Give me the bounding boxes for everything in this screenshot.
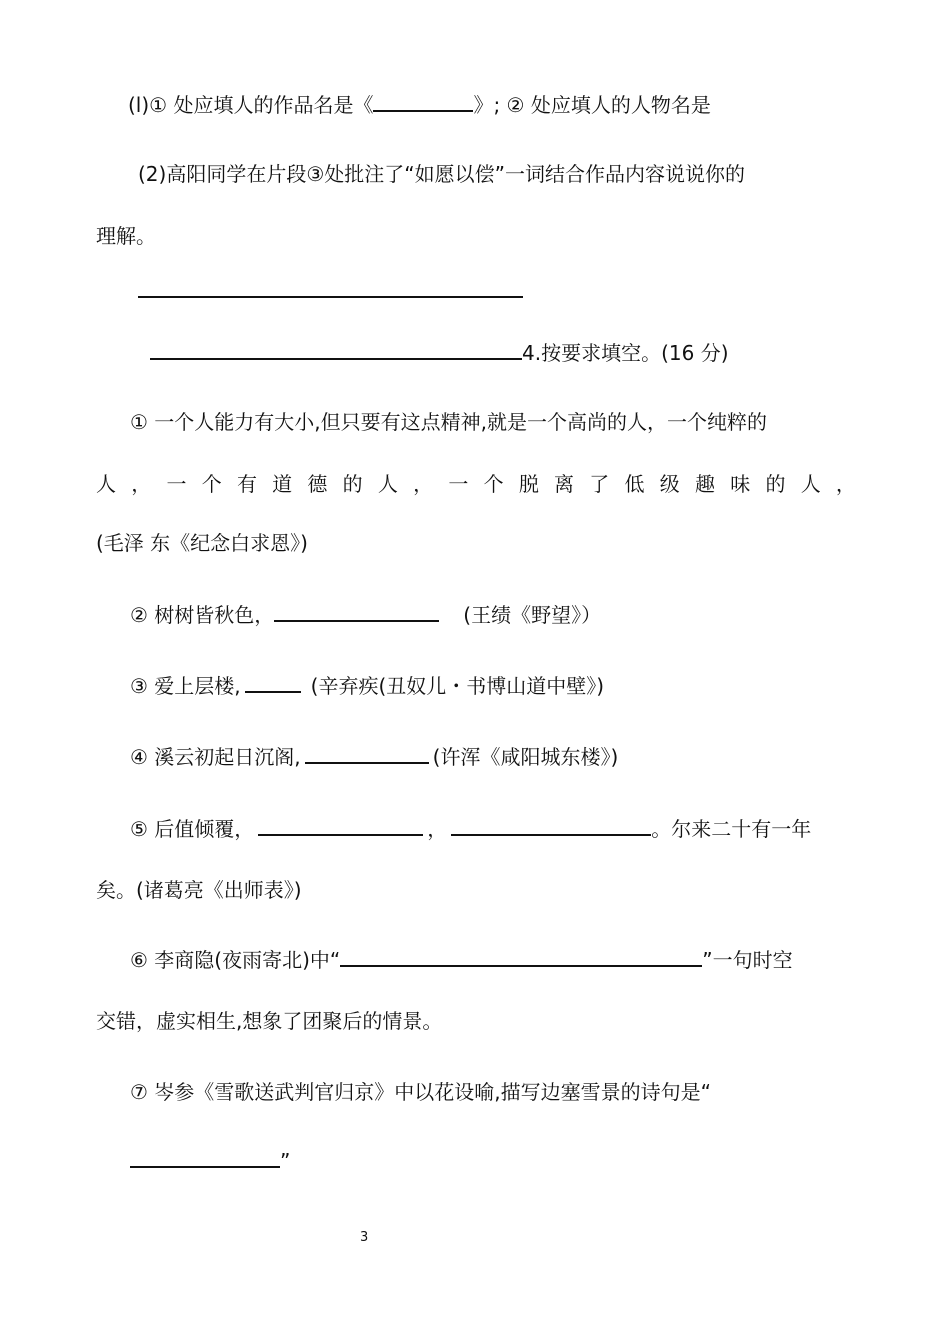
char: 人 xyxy=(377,472,398,496)
q4-heading-line xyxy=(150,338,729,367)
char: 个 xyxy=(483,472,504,496)
char: ， xyxy=(131,472,152,496)
q4-item7-line1: ⑦ 岑参《雪歌送武判官归京》中以花设喻,描写边塞雪景的诗句是“ xyxy=(130,1080,712,1104)
char: 人 xyxy=(96,472,116,496)
char: 德 xyxy=(307,472,328,496)
q3-answer-rule-2[interactable] xyxy=(150,338,522,360)
q4-item6-line2: 交错，虚实相生,想象了团聚后的情景。 xyxy=(96,1009,443,1033)
char: 一 xyxy=(448,472,469,496)
q4-item7-line2 xyxy=(130,1146,290,1175)
q4-item6-tail: ”一句时空 xyxy=(702,948,793,972)
page-number: 3 xyxy=(360,1230,369,1245)
char: 的 xyxy=(342,472,363,496)
q4-item3-line xyxy=(130,671,604,700)
q3-sub1-work-blank[interactable] xyxy=(373,90,473,112)
q4-item6-text: ⑥ 李商隐(夜雨寄北)中“ xyxy=(130,948,341,972)
q4-item6-line1 xyxy=(130,945,793,974)
q4-item2-blank[interactable] xyxy=(274,600,439,622)
q4-item5-blank-2[interactable] xyxy=(451,814,651,836)
char: 趣 xyxy=(694,472,715,496)
char: 有 xyxy=(236,472,257,496)
q4-item7-end-quote: ” xyxy=(280,1149,291,1173)
char: 味 xyxy=(730,472,751,496)
q4-item2-text: ② 树树皆秋色， xyxy=(130,603,275,627)
q4-item2-line xyxy=(130,600,601,629)
q4-item5-blank-1[interactable] xyxy=(258,814,423,836)
char: 低 xyxy=(624,472,645,496)
q3-answer-rule-1[interactable] xyxy=(138,296,523,298)
q4-item2-source: (王绩《野望》） xyxy=(463,603,602,627)
q4-item3-source: (辛弃疾(丑奴儿・书博山道中壁》) xyxy=(310,674,605,698)
char: ， xyxy=(835,472,856,496)
q4-item4-source: (许浑《咸阳城东楼》) xyxy=(432,745,619,769)
q4-item3-blank[interactable] xyxy=(245,671,301,693)
char: 个 xyxy=(201,472,222,496)
q4-item4-text: ④ 溪云初起日沉阁, xyxy=(130,745,301,769)
char: 级 xyxy=(659,472,680,496)
q4-item4-blank[interactable] xyxy=(305,742,429,764)
q4-item3-text: ③ 爱上层楼, xyxy=(130,674,241,698)
q4-item5-comma: ， xyxy=(427,817,448,841)
q3-sub2-line1: (2)高阳同学在片段③处批注了“如愿以偿”一词结合作品内容说说你的 xyxy=(138,162,745,186)
q4-heading: 4.按要求填空。(16 分) xyxy=(522,341,729,365)
char: 一 xyxy=(166,472,187,496)
q4-item6-blank[interactable] xyxy=(340,945,702,967)
q4-item5-tail: 。尔来二十有一年 xyxy=(651,817,812,841)
q4-item1-line1: ① 一个人能力有大小,但只要有这点精神,就是一个高尚的人，一个纯粹的 xyxy=(130,410,768,434)
q4-item1-line2 xyxy=(96,470,856,498)
char: 人 xyxy=(800,472,821,496)
q4-item1-line3: (毛泽 东《纪念白求恩》) xyxy=(96,531,308,555)
char: ， xyxy=(413,472,434,496)
q4-item5-text: ⑤ 后值倾覆， xyxy=(130,817,255,841)
q4-item7-blank[interactable] xyxy=(130,1146,280,1168)
char: 道 xyxy=(272,472,293,496)
q3-sub2-line2: 理解。 xyxy=(96,224,156,248)
q3-sub1-prefix: (l)① 处应填人的作品名是《 xyxy=(128,93,374,117)
char: 了 xyxy=(589,472,610,496)
q3-sub1-line xyxy=(128,90,711,119)
q3-sub1-suffix: 》; ② 处应填人的人物名是 xyxy=(473,93,711,117)
q4-item5-line2: 矣。(诸葛亮《出师表》) xyxy=(96,878,302,902)
q4-item5-line1 xyxy=(130,814,811,843)
char: 的 xyxy=(765,472,786,496)
char: 离 xyxy=(554,472,575,496)
char: 脱 xyxy=(518,472,539,496)
q4-item4-line xyxy=(130,742,618,771)
